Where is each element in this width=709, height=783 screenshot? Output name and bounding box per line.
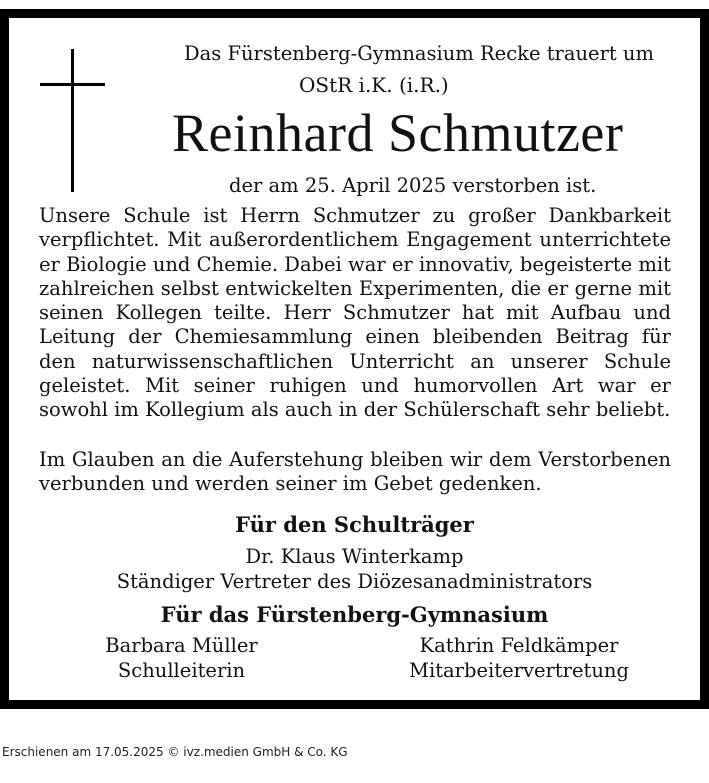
signer-1 (99, 634, 264, 683)
signer-1-role: Schulleiterin (117, 658, 246, 682)
signer-1-name: Barbara Müller (105, 634, 258, 657)
signer-2-name: Kathrin Feldkämper (419, 634, 619, 657)
schultraeger-name: Dr. Klaus Winterkamp (245, 545, 464, 568)
date-line: der am 25. April 2025 verstorben ist. (229, 174, 597, 197)
deceased-title: OStR i.K. (i.R.) (299, 73, 449, 97)
intro-line: Das Fürstenberg-Gymnasium Recke trauert um (184, 42, 654, 65)
signer-2 (399, 634, 639, 683)
schultraeger-heading: Für den Schulträger (235, 512, 474, 537)
schultraeger-role: Ständiger Vertreter des Diözesanadministrators (116, 570, 593, 593)
cross-icon-vertical (71, 49, 74, 192)
faith-paragraph: Im Glauben an die Auferstehung bleiben wir dem Verstorbenen verbunden und werden seiner im Gebet gedenken. (39, 448, 671, 496)
tribute-paragraph: Unsere Schule ist Herrn Schmutzer zu großer Dankbarkeit verpflichtet. Mit außerordentlichem Engagement unterrichtete er Biologie und Chemie. Dabei war er innovativ, begeisterte mit zahlreichen selbst entwickelten Experimenten, die er gerne mit seinen Kollegen teilte. Herr Schmutzer hat mit Aufbau und Leitung der Chemiesammlung einen bleibenden Beitrag für den naturwissenschaftlichen Unterricht an unserer Schule geleistet. Mit seiner ruhigen und humorvollen Art war er sowohl im Kollegium als auch in der Schülerschaft sehr beliebt. (39, 204, 671, 422)
cross-icon-horizontal (40, 83, 105, 86)
deceased-name: Reinhard Schmutzer (172, 103, 624, 163)
gymnasium-heading: Für das Fürstenberg-Gymnasium (160, 602, 549, 627)
obituary-notice (0, 9, 709, 709)
publication-footer: Erschienen am 17.05.2025 © ivz.medien GmbH & Co. KG (2, 745, 348, 759)
signer-2-role: Mitarbeitervertretung (409, 658, 629, 682)
